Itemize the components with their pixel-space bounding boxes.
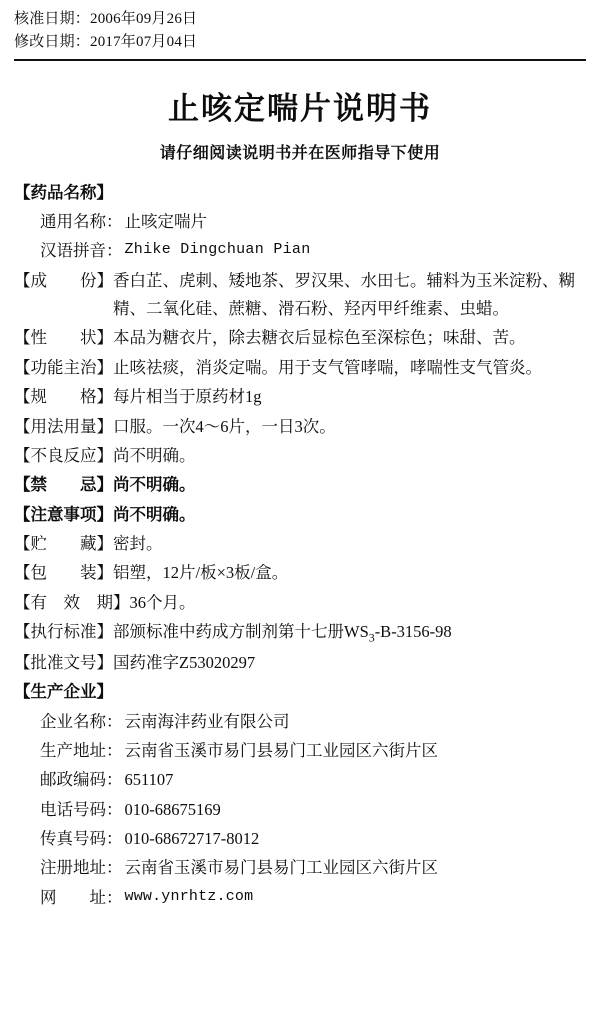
registered-address-row	[40, 854, 586, 882]
company-value: 云南海沣药业有限公司	[124, 711, 290, 731]
section-package	[14, 559, 586, 587]
pinyin-value: Zhike Dingchuan Pian	[124, 241, 311, 259]
section-drug-name-heading: 【药品名称】	[14, 182, 113, 202]
character-label: 【性 状】	[14, 328, 113, 348]
section-ingredients	[14, 267, 586, 324]
package-label: 【包 装】	[14, 563, 113, 583]
package-value: 铝塑，12片/板×3板/盒。	[113, 563, 289, 583]
indications-value: 止咳祛痰，消炎定喘。用于支气管哮喘，哮喘性支气管炎。	[113, 357, 542, 377]
page-title: 止咳定喘片说明书	[168, 90, 432, 126]
fax-value: 010-68672717-8012	[124, 829, 260, 849]
fax-label: 传真号码：	[40, 829, 123, 849]
dosage-value: 口服。一次4～6片，一日3次。	[113, 416, 336, 436]
generic-name-value: 止咳定喘片	[124, 211, 207, 231]
revision-date-row	[14, 31, 586, 54]
approval-date-value: 2006年09月26日	[90, 11, 198, 27]
contraindication-label: 【禁 忌】	[14, 475, 113, 495]
fax-row	[40, 825, 586, 853]
ingredients-label: 【成 份】	[14, 270, 113, 290]
section-approval-number	[14, 649, 586, 677]
postcode-row	[40, 766, 586, 794]
ingredients-value: 香白芷、虎刺、矮地茶、罗汉果、水田七。辅料为玉米淀粉、糊精、二氧化硅、蔗糖、滑石粉、羟丙甲纤维素、虫蜡。	[113, 270, 575, 318]
standard-label: 【执行标准】	[14, 622, 113, 642]
precautions-value: 尚不明确。	[113, 504, 196, 524]
section-standard	[14, 618, 586, 648]
production-address-row	[40, 737, 586, 765]
reg-address-value: 云南省玉溪市易门县易门工业园区六街片区	[124, 858, 438, 878]
validity-label: 【有 效 期】	[14, 592, 130, 612]
section-specification	[14, 383, 586, 411]
section-indications	[14, 354, 586, 382]
standard-value	[113, 618, 586, 648]
section-precautions	[14, 501, 586, 529]
address-value: 云南省玉溪市易门县易门工业园区六街片区	[124, 740, 438, 760]
website-label: 网 址：	[40, 887, 123, 907]
company-name-row	[40, 708, 586, 736]
precautions-label: 【注意事项】	[14, 504, 113, 524]
approval-no-label: 【批准文号】	[14, 652, 113, 672]
generic-name-row	[40, 208, 586, 236]
header-divider	[14, 59, 586, 61]
approval-date-label: 核准日期：	[14, 11, 91, 27]
standard-value-pre: 部颁标准中药成方制剂第十七册WS	[113, 622, 369, 642]
adverse-label: 【不良反应】	[14, 445, 113, 465]
page-subtitle: 请仔细阅读说明书并在医师指导下使用	[159, 144, 441, 162]
spec-value: 每片相当于原药材1g	[113, 387, 262, 407]
section-contraindication	[14, 471, 586, 499]
approval-dates-block	[14, 8, 586, 55]
address-label: 生产地址：	[40, 740, 123, 760]
spec-label: 【规 格】	[14, 387, 113, 407]
revision-date-value: 2017年07月04日	[90, 34, 198, 51]
generic-name-label: 通用名称：	[40, 211, 123, 231]
approval-no-value: 国药准字Z53020297	[113, 652, 256, 672]
company-label: 企业名称：	[40, 711, 123, 731]
validity-value: 36个月。	[129, 592, 196, 612]
section-adverse-reactions	[14, 442, 586, 470]
approval-date-row	[14, 8, 586, 31]
standard-value-post: -B-3156-98	[374, 622, 452, 642]
section-storage	[14, 530, 586, 558]
pinyin-label: 汉语拼音：	[40, 241, 123, 261]
phone-row	[40, 796, 586, 824]
contraindication-value: 尚不明确。	[113, 475, 196, 495]
revision-date-label: 修改日期：	[14, 34, 91, 51]
storage-value: 密封。	[113, 534, 163, 553]
section-validity	[14, 589, 586, 617]
section-character	[14, 324, 586, 352]
phone-label: 电话号码：	[40, 799, 123, 819]
character-value: 本品为糖衣片，除去糖衣后显棕色至深棕色；味甜、苦。	[113, 328, 526, 348]
standard-value-sub: 3	[368, 630, 375, 645]
indications-label: 【功能主治】	[14, 357, 113, 377]
storage-label: 【贮 藏】	[14, 534, 113, 553]
website-row	[40, 884, 586, 912]
pinyin-row	[40, 237, 586, 265]
insert-body	[14, 179, 586, 913]
postcode-label: 邮政编码：	[40, 770, 123, 790]
section-manufacturer-heading: 【生产企业】	[14, 682, 113, 702]
dosage-label: 【用法用量】	[14, 416, 113, 436]
reg-address-label: 注册地址：	[40, 858, 123, 878]
section-dosage	[14, 413, 586, 441]
adverse-value: 尚不明确。	[113, 445, 196, 465]
postcode-value: 651107	[124, 770, 174, 790]
website-value: www.ynrhtz.com	[124, 887, 254, 905]
phone-value: 010-68675169	[124, 799, 221, 819]
